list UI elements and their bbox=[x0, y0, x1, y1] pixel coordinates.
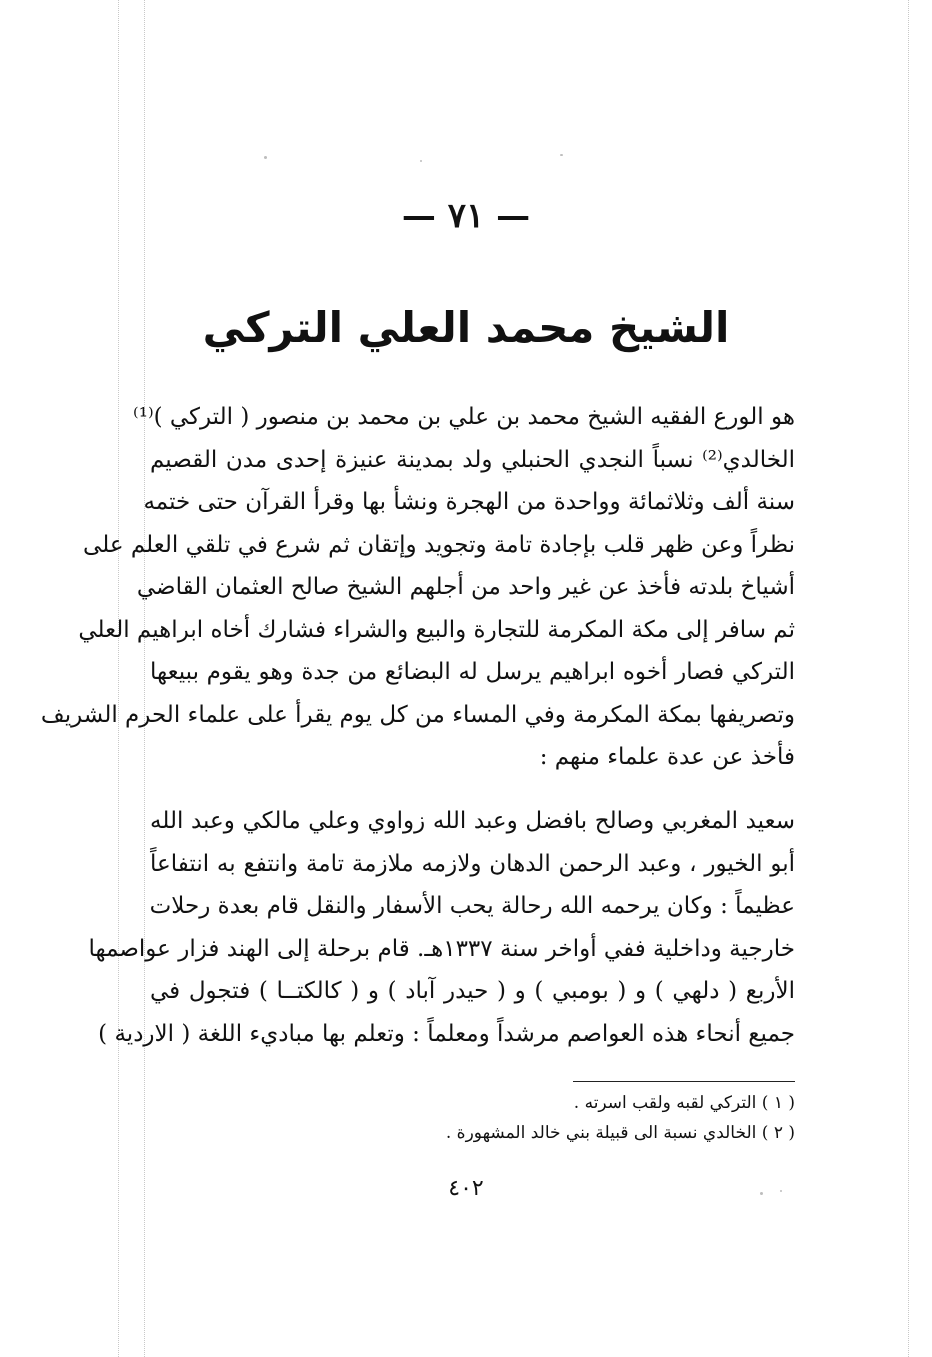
footnote-separator bbox=[573, 1081, 795, 1082]
paragraph-line: التركي فصار أخوه ابراهيم يرسل له البضائع من جدة وهو يقوم ببيعها bbox=[150, 659, 795, 685]
biography-paragraph-1 bbox=[40, 396, 795, 779]
paragraph-line: سعيد المغربي وصالح بافضل وعبد الله زواوي وعلي مالكي وعبد الله bbox=[150, 808, 795, 834]
page-title: الشيخ محمد العلي التركي bbox=[202, 303, 730, 352]
paragraph-line: هو الورع الفقيه الشيخ محمد بن علي بن محمد بن منصور ( التركي )⁽¹⁾ bbox=[133, 404, 795, 430]
scan-speck bbox=[264, 156, 267, 159]
biography-paragraph-2 bbox=[88, 800, 795, 1055]
paragraph-line: أبو الخيور ، وعبد الرحمن الدهان ولازمه ملازمة تامة وانتفع به انتفاعاً bbox=[150, 850, 795, 877]
paragraph-line: سنة ألف وثلاثمائة وواحدة من الهجرة ونشأ بها وقرأ القرآن حتى ختمه bbox=[143, 489, 795, 515]
footnote-2: ( ٢ ) الخالدي نسبة الى قبيلة بني خالد المشهورة . bbox=[445, 1123, 795, 1143]
paragraph-line: خارجية وداخلية ففي أواخر سنة ١٣٣٧هـ. قام برحلة إلى الهند فزار عواصمها bbox=[88, 935, 795, 962]
paragraph-line: جميع أنحاء هذه العواصم مرشداً ومعلماً : وتعلم بها مباديء اللغة ( الاردية ) bbox=[98, 1020, 795, 1047]
page-number-header: — ٧١ — bbox=[401, 196, 531, 236]
page-number-footer: ٤٠٢ bbox=[448, 1176, 484, 1201]
paragraph-line: الأربع ( دلهي ) و ( بومبي ) و ( حيدر آباد ) و ( كالكتــا ) فتجول في bbox=[150, 978, 795, 1004]
paragraph-line: فأخذ عن عدة علماء منهم : bbox=[539, 744, 795, 770]
scan-speck bbox=[780, 1190, 782, 1192]
paragraph-line: عظيماً : وكان يرحمه الله رحالة يحب الأسفار والنقل قام بعدة رحلات bbox=[149, 893, 795, 919]
paragraph-line: وتصريفها بمكة المكرمة وفي المساء من كل يوم يقرأ على علماء الحرم الشريف bbox=[40, 701, 795, 728]
scan-speck bbox=[760, 1192, 763, 1195]
scan-speck bbox=[420, 160, 422, 162]
scan-speck bbox=[560, 154, 563, 156]
paragraph-line: نظراً وعن ظهر قلب بإجادة تامة وتجويد وإتقان ثم شرع في تلقي العلم على bbox=[83, 531, 795, 558]
footnotes bbox=[300, 1088, 795, 1148]
footnote-1: ( ١ ) التركي لقبه ولقب اسرته . bbox=[573, 1093, 795, 1113]
paragraph-line: الخالدي⁽²⁾ نسباً النجدي الحنبلي ولد بمدينة عنيزة إحدى مدن القصيم bbox=[150, 446, 795, 473]
paragraph-line: أشياخ بلدته فأخذ عن غير واحد من أجلهم الشيخ صالح العثمان القاضي bbox=[136, 574, 795, 600]
paragraph-line: ثم سافر إلى مكة المكرمة للتجارة والبيع والشراء فشارك أخاه ابراهيم العلي bbox=[78, 616, 795, 643]
